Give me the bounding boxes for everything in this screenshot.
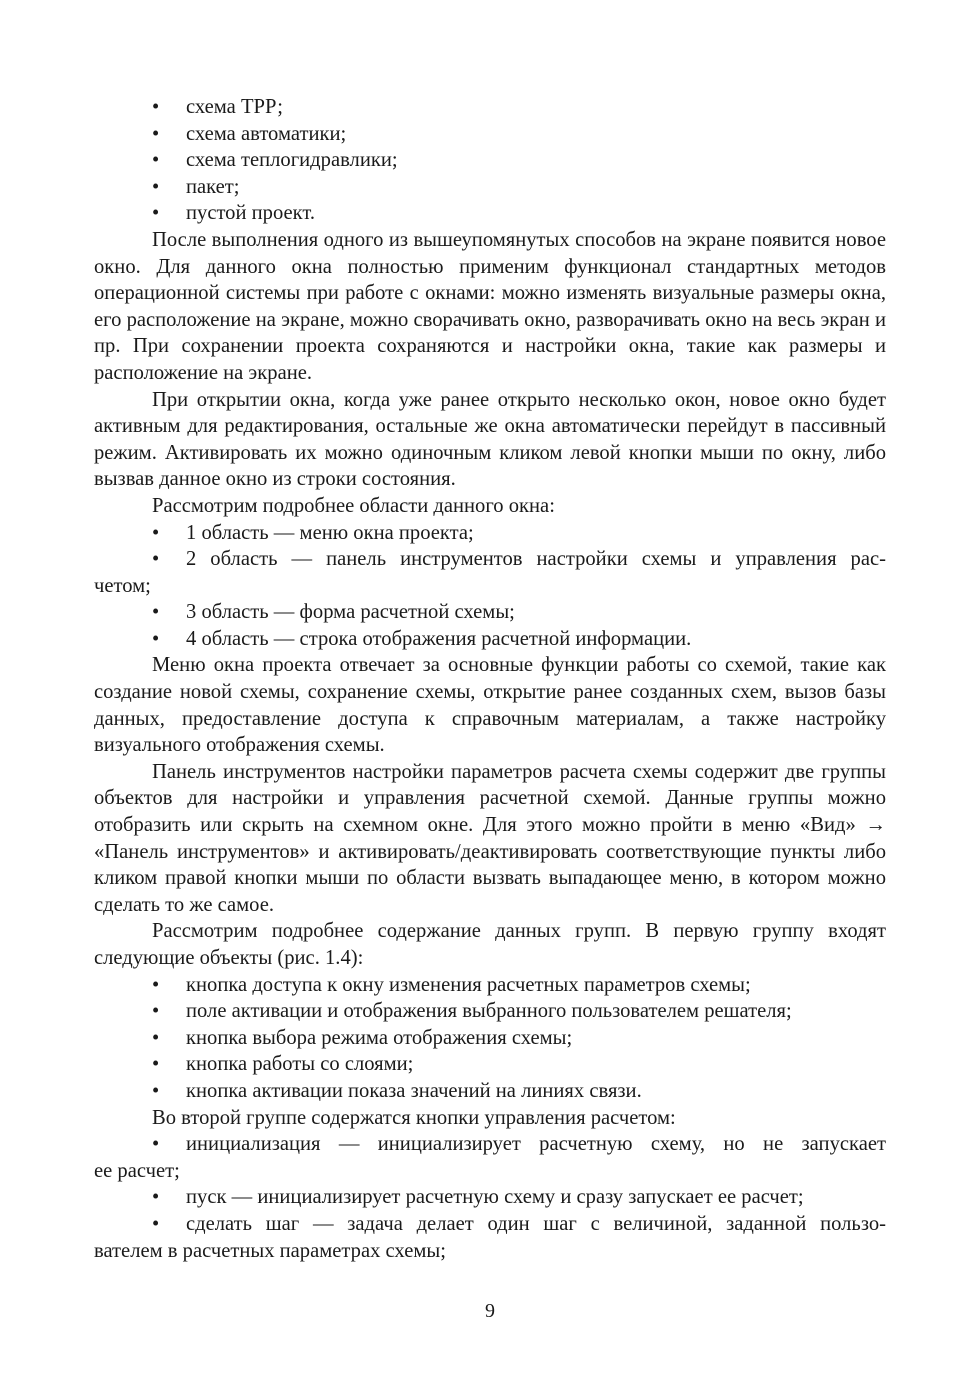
list-item-text: сделать шаг — задача делает один шаг с величиной, заданной пользо- [186,1212,886,1235]
paragraph-second-group: Во второй группе содержатся кнопки управления расчетом: [152,1106,676,1129]
paragraph-menu: Меню окна проекта отвечает за основные функции работы со схемой, такие как создание новой схемы, сохранение схемы, открытие ранее созданных схем, вызов базы данных, предоставление доступа к справочным материалам, а также настройку визуального отображения схемы. [94,654,886,757]
list-item-text: кнопка доступа к окну изменения расчетных параметров схемы; [186,973,751,996]
list-item-text: пакет; [186,175,240,198]
bullet: • [152,627,160,650]
list-item-text: 4 область — строка отображения расчетной информации. [186,627,692,650]
list-item-text: инициализация — инициализирует расчетную схему, но не запускает [186,1133,886,1156]
paragraph-new-window: После выполнения одного из вышеупомянутых способов на экране появится новое окно. Для данного окна полностью применим функционал стандартных методов операционной системы при работе с окнами: можно изменять визуальные размеры окна, его расположение на экране, можно сворачивать окно, разворачивать окно на весь экран и пр. При сохранении проекта сохраняются и настройки окна, такие как размеры и расположение на экране. [94,228,886,384]
list-item-text: кнопка активации показа значений на линиях связи. [186,1079,642,1102]
paragraph-toolbar: Панель инструментов настройки параметров расчета схемы содержит две группы объектов для настройки и управления расчетной схемой. Данные группы можно отобразить или скрыть на схемном окне. Для этого можно пройти в меню «Вид» → «Панель инструментов» и активировать/деактивировать соответствующие пункты либо кликом правой кнопки мыши по области вызвать выпадающее меню, в котором можно сделать то же самое. [94,760,886,916]
list-item [94,546,886,573]
list-item [94,147,886,174]
list-item [94,1025,886,1052]
bullet: • [152,1212,160,1235]
list-item-text: 1 область — меню окна проекта; [186,521,474,544]
bullet: • [152,96,160,118]
list-item [94,94,886,121]
list-item [94,1184,886,1211]
list-item [94,626,886,653]
list-item [94,1078,886,1105]
bullet: • [152,1000,160,1023]
bullet: • [152,1186,160,1209]
page-number: 9 [485,1300,495,1322]
list-item [94,1211,886,1238]
list-item-text: 2 область — панель инструментов настройки схемы и управления рас- [186,548,886,571]
list-item [94,1051,886,1078]
list-item-continuation: ее расчет; [94,1159,180,1182]
list-item-text: пуск — инициализирует расчетную схему и сразу запускает ее расчет; [186,1186,804,1209]
bullet: • [152,601,160,624]
first-group-list [94,972,886,1105]
bullet: • [152,973,160,996]
paragraph-areas-intro: Рассмотрим подробнее области данного окна: [152,494,555,517]
list-item-continuation: четом; [94,574,151,597]
paragraph-groups-intro: Рассмотрим подробнее содержание данных групп. В первую группу входят следующие объекты (рис. 1.4): [94,920,886,969]
list-item [94,998,886,1025]
window-areas-list [94,520,886,653]
list-item-text: схема ТРР; [186,96,283,118]
list-item [94,200,886,227]
bullet: • [152,548,160,571]
bullet: • [152,1079,160,1102]
bullet: • [152,521,160,544]
list-item [94,972,886,999]
bullet: • [152,1026,160,1049]
bullet: • [152,202,160,225]
bullet: • [152,175,160,198]
paragraph-active-window: При открытии окна, когда уже ранее открыто несколько окон, новое окно будет активным для редактирования, остальные же окна автоматически перейдут в пассивный режим. Активировать их можно одиночным кликом левой кнопки мыши по окну, либо вызвав данное окно из строки состояния. [94,388,886,491]
list-item [94,599,886,626]
list-item-text: схема автоматики; [186,122,347,145]
list-item-text: кнопка работы со слоями; [186,1053,414,1076]
bullet: • [152,122,160,145]
bullet: • [152,1053,160,1076]
document-page [94,94,886,1264]
bullet: • [152,149,160,172]
list-item [94,1131,886,1158]
second-group-list [94,1131,886,1264]
schema-type-list [94,94,886,227]
list-item-text: кнопка выбора режима отображения схемы; [186,1026,573,1049]
bullet: • [152,1133,160,1156]
list-item [94,520,886,547]
list-item-text: 3 область — форма расчетной схемы; [186,601,515,624]
list-item-text: схема теплогидравлики; [186,149,398,172]
list-item-text: пустой проект. [186,202,315,225]
list-item-continuation: вателем в расчетных параметрах схемы; [94,1239,446,1262]
list-item-text: поле активации и отображения выбранного пользователем решателя; [186,1000,792,1023]
list-item [94,174,886,201]
list-item [94,121,886,148]
